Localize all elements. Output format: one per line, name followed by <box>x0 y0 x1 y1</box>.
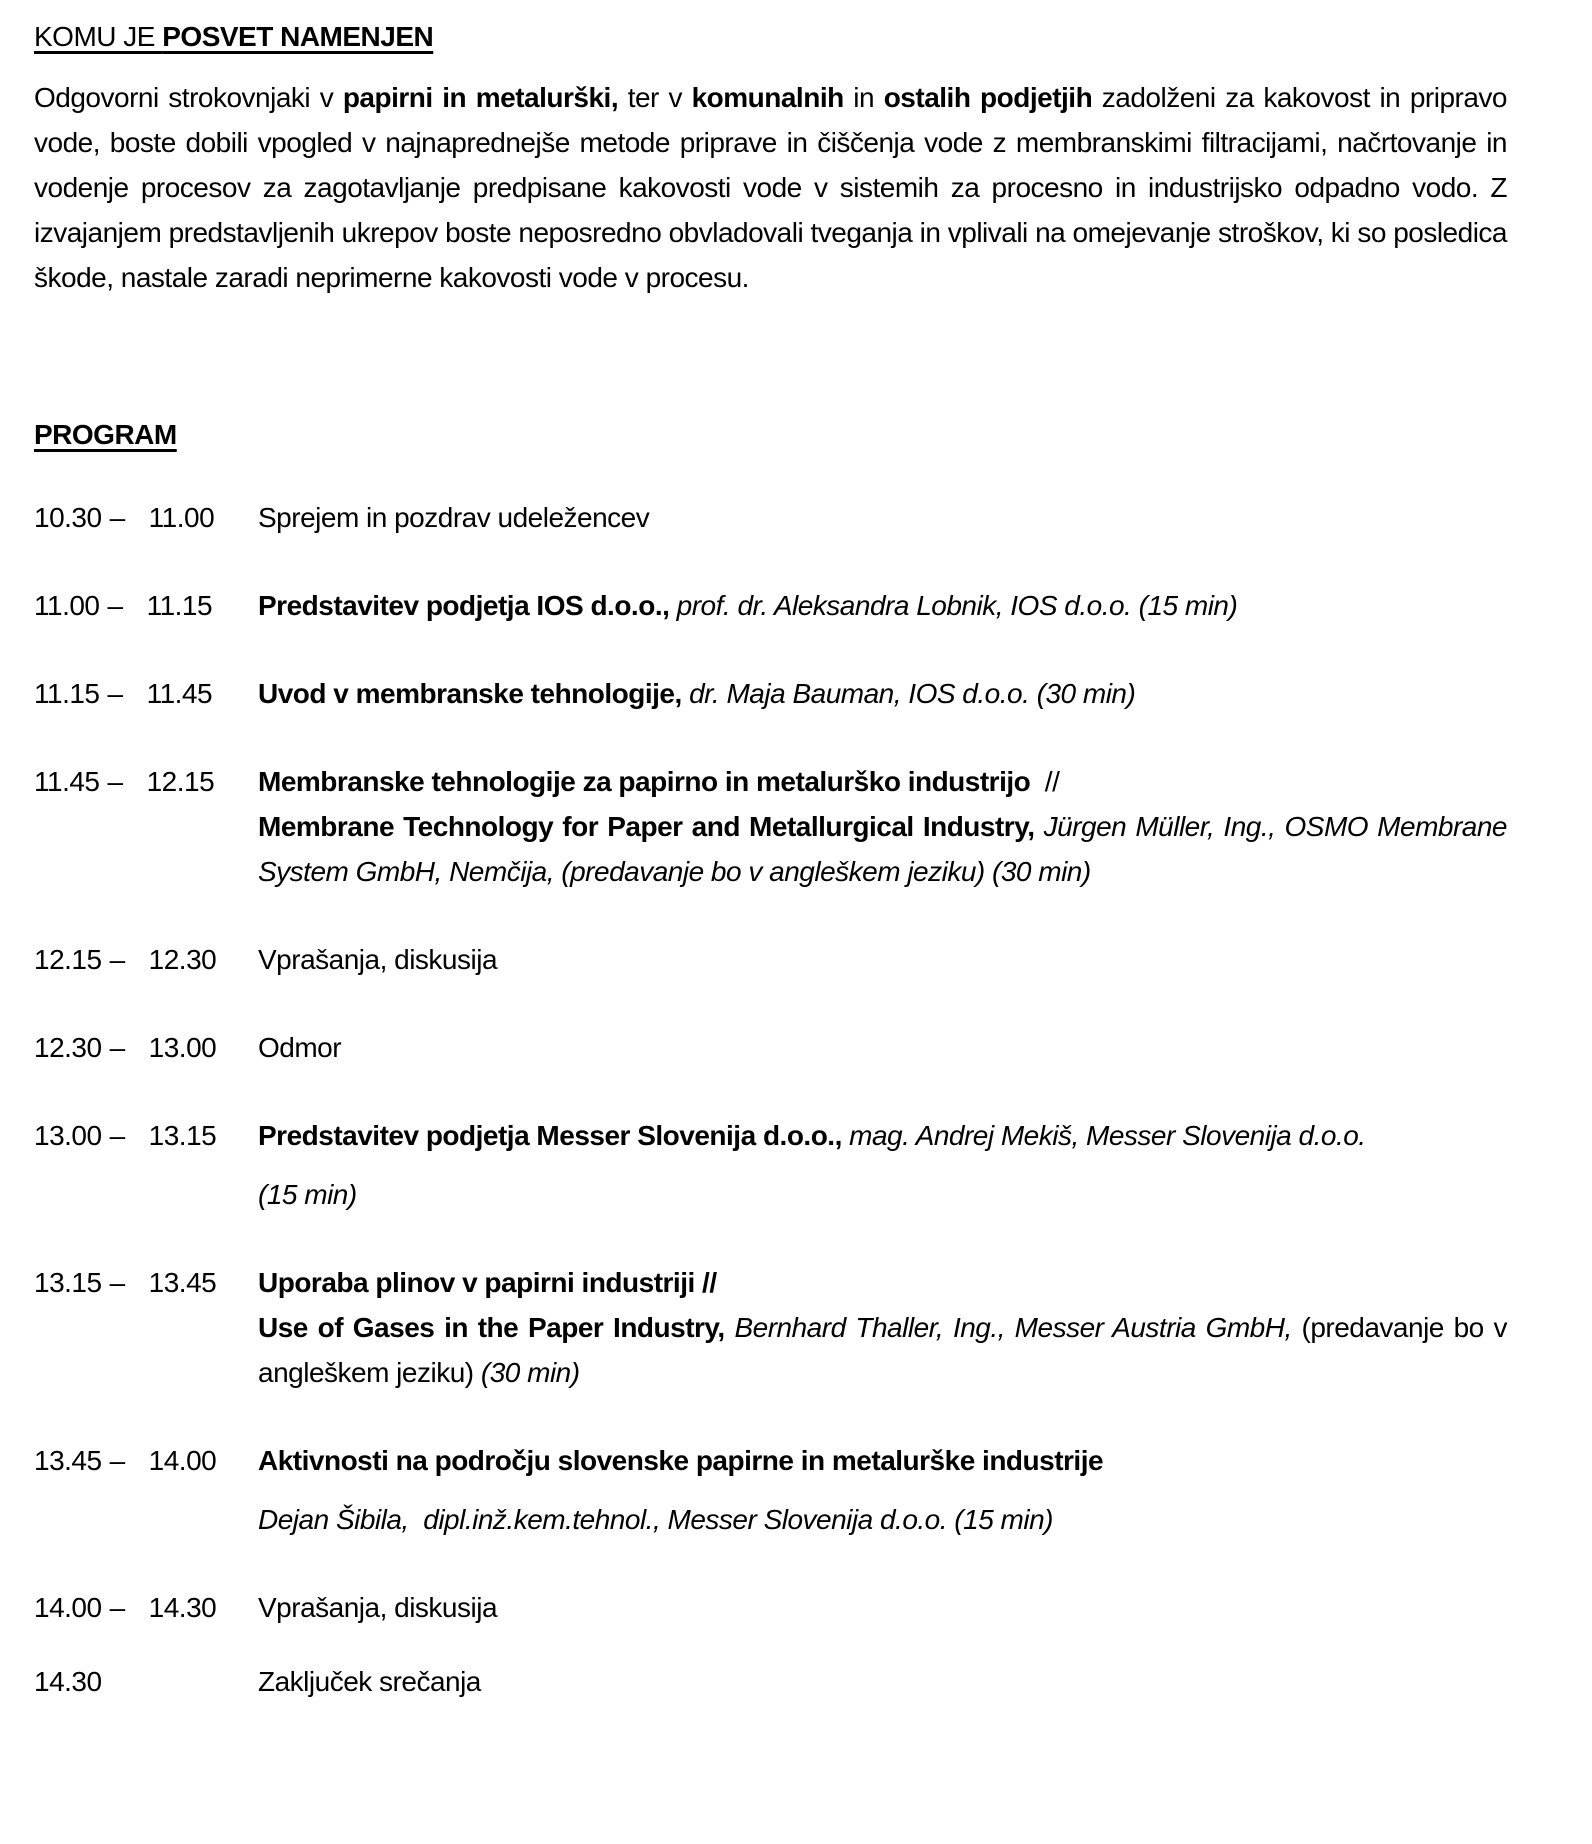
time-end: 12.30 <box>148 944 217 975</box>
schedule-description <box>258 1438 1507 1542</box>
text-segment: POSVET NAMENJEN <box>162 21 434 52</box>
intro-paragraph <box>34 75 1507 300</box>
text-segment: (30 min) <box>480 1357 580 1388</box>
schedule-description <box>258 583 1507 628</box>
text-segment: Membranske tehnologije za papirno in metalurško industrijo <box>258 766 1031 797</box>
schedule-description-line <box>258 804 1507 894</box>
program-heading: PROGRAM <box>34 419 177 450</box>
schedule-description <box>258 1585 1507 1630</box>
time-end: 13.45 <box>148 1267 217 1298</box>
schedule-description-line <box>258 583 1507 628</box>
schedule-description <box>258 1260 1507 1395</box>
text-segment <box>725 1312 735 1343</box>
schedule-description-line <box>258 937 1507 982</box>
schedule-description-line <box>258 1438 1507 1483</box>
schedule-time-range <box>34 1025 258 1070</box>
schedule-time-range <box>34 1438 258 1483</box>
audience-section-title <box>34 14 1507 59</box>
text-segment: prof. dr. Aleksandra Lobnik, IOS d.o.o. (15 min) <box>676 590 1238 621</box>
text-segment: Odgovorni strokovnjaki v <box>34 82 343 113</box>
text-segment: ostalih podjetjih <box>883 82 1093 113</box>
time-range-separator: – <box>107 678 123 709</box>
text-segment: Odmor <box>258 1032 342 1063</box>
time-end: 13.15 <box>148 1120 217 1151</box>
text-segment: (predavanje bo v angleškem jeziku) <box>258 1312 1508 1388</box>
schedule-description-line <box>258 759 1507 804</box>
schedule-description-line <box>258 1659 1507 1704</box>
schedule-description-line <box>258 1497 1507 1542</box>
text-segment: Aktivnosti na področju slovenske papirne in metalurške industrije <box>258 1445 1104 1476</box>
text-segment: Membrane Technology for Paper and Metallurgical Industry, <box>258 811 1035 842</box>
text-segment: Vprašanja, diskusija <box>258 944 498 975</box>
time-end: 11.45 <box>146 678 213 709</box>
schedule-description-line <box>258 1113 1507 1158</box>
schedule-row <box>34 1438 1507 1542</box>
text-segment: in <box>843 82 884 113</box>
schedule-time-range <box>34 937 258 982</box>
time-range-separator: – <box>109 1120 125 1151</box>
time-start: 10.30 <box>34 502 102 533</box>
schedule-time-range <box>34 583 258 628</box>
text-segment: mag. Andrej Mekiš, Messer Slovenija d.o.o. <box>849 1120 1366 1151</box>
text-segment: Jürgen Müller, Ing., OSMO Membrane System GmbH, Nemčija, (predavanje bo v angleškem jeziku) (30 min) <box>258 811 1508 887</box>
text-segment: ter v <box>618 82 692 113</box>
schedule-description-line <box>258 1585 1507 1630</box>
time-range-separator: – <box>107 766 123 797</box>
schedule-row <box>34 495 1507 540</box>
time-end: 14.30 <box>148 1592 217 1623</box>
schedule-time-range <box>34 671 258 716</box>
text-segment: Vprašanja, diskusija <box>258 1592 498 1623</box>
schedule-description-line <box>258 1025 1507 1070</box>
schedule-description <box>258 937 1507 982</box>
text-segment: Bernhard Thaller, Ing., Messer Austria GmbH, <box>734 1312 1292 1343</box>
text-segment: KOMU JE <box>34 21 163 52</box>
time-end: 11.15 <box>146 590 213 621</box>
time-start: 13.00 <box>34 1120 102 1151</box>
time-start: 12.15 <box>34 944 102 975</box>
schedule-time-range <box>34 1113 258 1158</box>
text-segment: zadolženi za kakovost in pripravo vode, boste dobili vpogled v najnaprednejše metode priprave in čiščenja vode z membranskimi filtracijami, načrtovanje in vodenje procesov za zagotavljanje predpisane kakovosti vode v sistemih za procesno in industrijsko odpadno vodo. Z izvajanjem predstavljenih ukrepov boste neposredno obvladovali tveganja in vplivali na omejevanje stroškov, ki so posledica škode, nastale zaradi neprimerne kakovosti vode v procesu. <box>34 82 1508 293</box>
schedule-description-line <box>258 1305 1507 1395</box>
schedule-row <box>34 1113 1507 1217</box>
time-start: 13.15 <box>34 1267 102 1298</box>
schedule-row <box>34 1585 1507 1630</box>
schedule-description <box>258 759 1507 894</box>
text-segment: komunalnih <box>691 82 844 113</box>
time-start: 14.30 <box>34 1666 102 1697</box>
text-segment: Use of Gases in the Paper Industry, <box>258 1312 725 1343</box>
schedule-row <box>34 759 1507 894</box>
time-range-separator: – <box>109 944 125 975</box>
time-range-separator: – <box>109 502 125 533</box>
schedule-description-line <box>258 1260 1507 1305</box>
document-page <box>34 14 1507 1704</box>
time-start: 13.45 <box>34 1445 102 1476</box>
schedule-description <box>258 1113 1507 1217</box>
schedule-description <box>258 495 1507 540</box>
schedule-time-range <box>34 1260 258 1305</box>
time-end: 13.00 <box>148 1032 217 1063</box>
time-range-separator: – <box>109 1592 125 1623</box>
schedule-description-line <box>258 495 1507 540</box>
text-segment: Uvod v membranske tehnologije, <box>258 678 690 709</box>
text-segment: (15 min) <box>258 1179 357 1210</box>
text-segment: Zaključek srečanja <box>258 1666 481 1697</box>
schedule-row <box>34 1025 1507 1070</box>
text-segment: Predstavitev podjetja IOS d.o.o., <box>258 590 677 621</box>
text-segment: Dejan Šibila, dipl.inž.kem.tehnol., Messer Slovenija d.o.o. (15 min) <box>258 1504 1053 1535</box>
text-segment: Predstavitev podjetja Messer Slovenija d.o.o., <box>258 1120 850 1151</box>
time-start: 11.45 <box>34 766 100 797</box>
text-segment <box>1034 811 1043 842</box>
text-segment: // <box>1030 766 1060 797</box>
schedule-description-line <box>258 1172 1507 1217</box>
time-start: 11.00 <box>34 590 100 621</box>
schedule-time-range <box>34 759 258 804</box>
schedule-description <box>258 671 1507 716</box>
text-segment: Uporaba plinov v papirni industriji // <box>258 1267 717 1298</box>
schedule-row <box>34 583 1507 628</box>
time-start: 14.00 <box>34 1592 102 1623</box>
time-range-separator: – <box>109 1445 125 1476</box>
audience-section-title-text <box>34 21 433 52</box>
schedule-row <box>34 1260 1507 1395</box>
time-end: 14.00 <box>148 1445 217 1476</box>
text-segment: dr. Maja Bauman, IOS d.o.o. (30 min) <box>689 678 1136 709</box>
text-segment: Sprejem in pozdrav udeležencev <box>258 502 650 533</box>
schedule-time-range <box>34 495 258 540</box>
time-end: 11.00 <box>148 502 215 533</box>
schedule-description <box>258 1025 1507 1070</box>
schedule-row <box>34 937 1507 982</box>
schedule-row <box>34 1659 1507 1704</box>
time-end: 12.15 <box>146 766 215 797</box>
text-segment: papirni in metalurški, <box>342 82 619 113</box>
time-start: 12.30 <box>34 1032 102 1063</box>
schedule-description <box>258 1659 1507 1704</box>
schedule-row <box>34 671 1507 716</box>
program-schedule <box>34 495 1507 1704</box>
time-range-separator: – <box>107 590 123 621</box>
schedule-description-line <box>258 671 1507 716</box>
time-start: 11.15 <box>34 678 100 709</box>
schedule-time-range <box>34 1659 258 1704</box>
time-range-separator: – <box>109 1032 125 1063</box>
schedule-time-range <box>34 1585 258 1630</box>
time-range-separator: – <box>109 1267 125 1298</box>
